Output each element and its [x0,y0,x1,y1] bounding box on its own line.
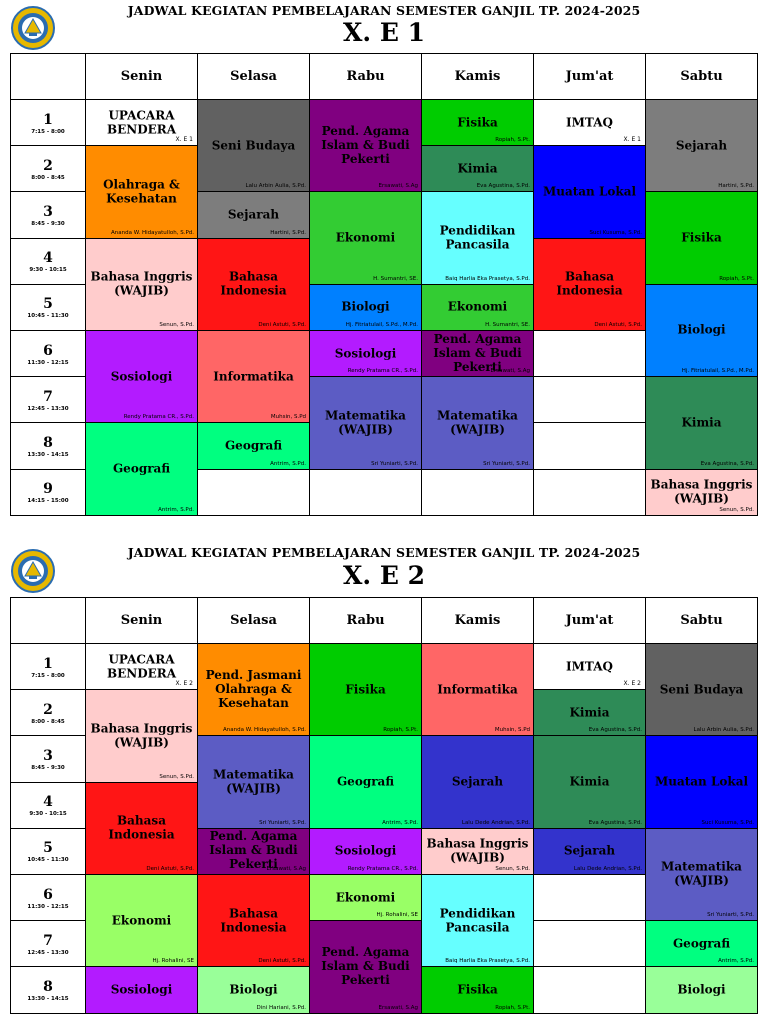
empty-cell [534,967,646,1013]
subject-cell [534,736,646,828]
subject-cell [86,967,198,1013]
subject-name: Seni Budaya [659,682,744,697]
teacher-name: Hartini, S.Pd. [718,183,754,190]
subject-name: Pendidikan Pancasila [439,223,516,252]
subject-name: Pendidikan Pancasila [439,906,516,935]
timetable [10,53,758,516]
teacher-name: Baiq Harlia Eka Prasetya, S.Pd. [445,275,530,282]
subject-name: Sosiologi [110,369,173,384]
subject-cell [646,192,758,284]
corner-cell [11,598,86,644]
period-cell [11,921,86,967]
teacher-name: Senun, S.Pd. [159,321,194,328]
teacher-name: Antrim, S.Pd. [158,506,194,513]
subject-name: Muatan Lokal [654,774,749,789]
day-header: Kamis [422,598,534,644]
subject-name: Biologi [229,982,278,997]
teacher-name: Ersawati, S.Ag [266,865,306,872]
teacher-name: Hartini, S.Pd. [270,229,306,236]
period-cell [11,146,86,192]
subject-cell [422,644,534,736]
class-name: X. E 1 [343,18,425,47]
empty-cell [198,469,310,515]
subject-name: Geografi [672,936,731,951]
teacher-name: Hj. Fitriatulail, S.Pd., M.Pd. [681,368,754,375]
subject-cell [534,238,646,330]
subject-name: Bahasa Indonesia [108,813,175,842]
period-number: 4 [43,794,53,811]
period-row [11,330,758,376]
day-header: Senin [86,598,198,644]
subject-name: Matematika (WAJIB) [437,408,518,437]
subject-cell [646,100,758,192]
subject-cell [198,967,310,1013]
period-time: 8:00 - 8:45 [31,718,65,725]
subject-cell [86,690,198,782]
period-time: 12:45 - 13:30 [27,949,69,956]
period-time: 9:30 - 10:15 [29,267,67,274]
period-cell [11,469,86,515]
subject-name: Fisika [457,115,498,130]
subject-cell [198,192,310,238]
teacher-name: Hj. Fitriatulail, S.Pd., M.Pd. [345,321,418,328]
subject-name: Matematika (WAJIB) [213,767,294,796]
subject-cell [86,238,198,330]
period-cell [11,644,86,690]
teacher-name: Ropiah, S.Pt. [383,727,418,734]
period-number: 3 [43,203,53,220]
teacher-name: Muhsin, S.Pd [494,727,530,734]
subject-name: Olahraga & Kesehatan [103,177,180,206]
period-time: 11:30 - 12:15 [27,903,69,910]
teacher-name: Ropiah, S.Pt. [495,137,530,144]
subject-name: Ekonomi [111,913,172,928]
subject-cell [198,644,310,736]
day-header: Senin [86,54,198,100]
subject-cell [198,828,310,874]
teacher-name: Senun, S.Pd. [495,865,530,872]
teacher-name: Sri Yuniarti, S.Pd. [371,460,418,467]
header-row [11,54,758,100]
teacher-name: Rendy Pratama CR., S.Pd. [347,368,418,375]
period-cell [11,100,86,146]
period-time: 10:45 - 11:30 [27,857,69,864]
subject-name: IMTAQ [566,115,613,130]
day-header: Sabtu [646,598,758,644]
subject-cell [310,874,422,920]
subject-name: Biologi [677,323,726,338]
class-tag: X. E 2 [623,680,641,688]
empty-cell [534,330,646,376]
subject-cell [86,330,198,422]
subject-name: Matematika (WAJIB) [325,408,406,437]
teacher-name: Ananda W. Hidayatulloh, S.Pd. [110,229,194,236]
subject-cell [198,874,310,966]
subject-cell [86,874,198,966]
subject-cell [422,192,534,284]
subject-cell [198,100,310,192]
period-cell [11,736,86,782]
subject-cell [646,736,758,828]
teacher-name: Dini Hariani, S.Pd. [256,1004,306,1011]
period-cell [11,330,86,376]
teacher-name: Deni Astuti, S.Pd. [258,321,306,328]
subject-name: Kimia [681,415,722,430]
teacher-name: Ersawati, S.Ag [490,368,530,375]
day-header: Selasa [198,54,310,100]
empty-cell [534,921,646,967]
subject-cell [86,146,198,238]
teacher-name: Lalu Arbin Aulia, S.Pd. [245,183,306,190]
subject-name: Sejarah [227,207,280,222]
empty-cell [534,377,646,423]
day-header: Rabu [310,54,422,100]
class-tag: X. E 2 [175,680,193,688]
subject-cell [422,330,534,376]
teacher-name: Hj. Rohalini, SE [376,912,418,919]
subject-name: Pend. Jasmani Olahraga & Kesehatan [205,667,302,710]
subject-name: Geografi [112,461,171,476]
subject-name: Kimia [569,774,610,789]
subject-cell [646,284,758,376]
subject-cell [646,921,758,967]
period-row [11,100,758,146]
teacher-name: Senun, S.Pd. [719,506,754,513]
subject-name: Bahasa Indonesia [220,906,287,935]
subject-cell [646,644,758,736]
subject-name: Bahasa Indonesia [220,269,287,298]
subject-cell [646,377,758,469]
subject-cell [646,469,758,515]
teacher-name: Lalu Dede Andrian, S.Pd. [573,865,642,872]
period-cell [11,782,86,828]
period-cell [11,874,86,920]
teacher-name: H. Sumantri, SE. [373,275,418,282]
subject-name: UPACARA BENDERA [106,108,177,137]
subject-cell [646,828,758,920]
subject-cell [310,330,422,376]
teacher-name: Rendy Pratama CR., S.Pd. [123,414,194,421]
teacher-name: Antrim, S.Pd. [382,819,418,826]
period-number: 4 [43,250,53,267]
period-cell [11,377,86,423]
subject-name: Sosiologi [334,844,397,859]
teacher-name: Ersawati, S.Ag [378,1004,418,1011]
teacher-name: Sri Yuniarti, S.Pd. [707,912,754,919]
day-header: Rabu [310,598,422,644]
period-number: 1 [43,111,53,128]
period-number: 6 [43,886,53,903]
class-name: X. E 2 [343,561,425,590]
subject-name: Ekonomi [335,890,396,905]
subject-cell [310,644,422,736]
timetable [10,597,758,1014]
teacher-name: Ersawati, S.Ag [378,183,418,190]
teacher-name: Suci Kusuma, S.Pd. [701,819,754,826]
subject-cell [86,644,198,690]
period-row [11,874,758,920]
period-time: 12:45 - 13:30 [27,405,69,412]
subject-cell [422,967,534,1013]
subject-name: Fisika [345,682,386,697]
teacher-name: Ananda W. Hidayatulloh, S.Pd. [222,727,306,734]
subject-name: Informatika [213,369,294,384]
period-number: 6 [43,342,53,359]
period-cell [11,690,86,736]
day-header: Sabtu [646,54,758,100]
period-number: 7 [43,932,53,949]
period-cell [11,284,86,330]
empty-cell [310,469,422,515]
subject-name: Pend. Agama Islam & Budi Pekerti [321,123,410,166]
subject-name: Ekonomi [447,300,508,315]
subject-name: Sosiologi [110,982,173,997]
subject-name: Fisika [681,230,722,245]
subject-name: Matematika (WAJIB) [661,859,742,888]
period-number: 3 [43,747,53,764]
teacher-name: Sri Yuniarti, S.Pd. [483,460,530,467]
day-header: Jum'at [534,54,646,100]
subject-cell [198,736,310,828]
subject-cell [422,736,534,828]
period-number: 5 [43,840,53,857]
teacher-name: Eva Agustina, S.Pd. [700,460,754,467]
teacher-name: Eva Agustina, S.Pd. [588,727,642,734]
teacher-name: Deni Astuti, S.Pd. [594,321,642,328]
teacher-name: Antrim, S.Pd. [718,958,754,965]
subject-name: Kimia [569,705,610,720]
period-time: 10:45 - 11:30 [27,313,69,320]
teacher-name: Suci Kusuma, S.Pd. [589,229,642,236]
period-cell [11,967,86,1013]
subject-name: Seni Budaya [211,138,296,153]
subject-name: Bahasa Indonesia [556,269,623,298]
period-number: 1 [43,655,53,672]
subject-name: IMTAQ [566,659,613,674]
teacher-name: Rendy Pratama CR., S.Pd. [347,865,418,872]
subject-cell [310,100,422,192]
subject-cell [310,284,422,330]
period-cell [11,192,86,238]
subject-cell [646,967,758,1013]
teacher-name: Muhsin, S.Pd [270,414,306,421]
teacher-name: Sri Yuniarti, S.Pd. [259,819,306,826]
teacher-name: Eva Agustina, S.Pd. [476,183,530,190]
subject-name: Kimia [457,161,498,176]
subject-cell [310,828,422,874]
period-number: 2 [43,157,53,174]
subject-cell [310,192,422,284]
period-number: 8 [43,434,53,451]
subject-cell [534,146,646,238]
subject-name: Bahasa Inggris (WAJIB) [650,477,753,506]
subject-cell [422,100,534,146]
subject-name: Pend. Agama Islam & Budi Pekerti [321,944,410,987]
subject-cell [422,377,534,469]
teacher-name: Eva Agustina, S.Pd. [588,819,642,826]
subject-cell [310,736,422,828]
subject-name: Bahasa Inggris (WAJIB) [90,269,193,298]
subject-name: Biologi [677,982,726,997]
subject-name: Pend. Agama Islam & Budi Pekerti [433,331,522,374]
period-cell [11,423,86,469]
schedule-title: JADWAL KEGIATAN PEMBELAJARAN SEMESTER GANJIL TP. 2024-2025 [127,3,641,18]
period-cell [11,828,86,874]
period-row [11,644,758,690]
period-time: 8:00 - 8:45 [31,174,65,181]
teacher-name: Baiq Harlia Eka Prasetya, S.Pd. [445,958,530,965]
empty-cell [534,423,646,469]
subject-name: Bahasa Inggris (WAJIB) [426,836,529,865]
subject-name: Sejarah [451,774,504,789]
period-time: 11:30 - 12:15 [27,359,69,366]
subject-cell [198,330,310,422]
subject-cell [310,921,422,1013]
day-header: Kamis [422,54,534,100]
day-header: Jum'at [534,598,646,644]
subject-name: Ekonomi [335,230,396,245]
teacher-name: Lalu Arbin Aulia, S.Pd. [693,727,754,734]
schedule-title: JADWAL KEGIATAN PEMBELAJARAN SEMESTER GANJIL TP. 2024-2025 [127,545,641,560]
header-row [11,598,758,644]
corner-cell [11,54,86,100]
subject-cell [534,100,646,146]
subject-name: Geografi [224,438,283,453]
teacher-name: Deni Astuti, S.Pd. [258,958,306,965]
subject-cell [198,423,310,469]
period-number: 8 [43,978,53,995]
teacher-name: Antrim, S.Pd. [270,460,306,467]
teacher-name: Senun, S.Pd. [159,773,194,780]
subject-cell [422,874,534,966]
period-number: 5 [43,296,53,313]
subject-name: Geografi [336,774,395,789]
subject-cell [422,828,534,874]
subject-cell [86,423,198,515]
period-time: 14:15 - 15:00 [27,498,69,505]
subject-name: Informatika [437,682,518,697]
subject-cell [422,146,534,192]
subject-cell [198,238,310,330]
class-tag: X. E 1 [175,136,193,144]
subject-name: Muatan Lokal [542,184,637,199]
period-number: 2 [43,701,53,718]
teacher-name: H. Sumantri, SE. [485,321,530,328]
period-time: 7:15 - 8:00 [31,128,65,135]
teacher-name: Lalu Dede Andrian, S.Pd. [461,819,530,826]
subject-cell [534,828,646,874]
period-number: 9 [43,481,53,498]
subject-name: Bahasa Inggris (WAJIB) [90,721,193,750]
empty-cell [534,874,646,920]
subject-name: Biologi [341,300,390,315]
period-number: 7 [43,388,53,405]
subject-name: UPACARA BENDERA [106,652,177,681]
subject-name: Pend. Agama Islam & Budi Pekerti [209,829,298,872]
subject-cell [534,644,646,690]
period-cell [11,238,86,284]
period-time: 8:45 - 9:30 [31,220,65,227]
period-time: 13:30 - 14:15 [27,451,69,458]
period-time: 9:30 - 10:15 [29,811,67,818]
subject-cell [86,782,198,874]
subject-name: Sejarah [675,138,728,153]
period-time: 8:45 - 9:30 [31,764,65,771]
period-time: 7:15 - 8:00 [31,672,65,679]
subject-name: Sejarah [563,844,616,859]
subject-cell [534,690,646,736]
subject-name: Fisika [457,982,498,997]
subject-name: Sosiologi [334,346,397,361]
class-tag: X. E 1 [623,136,641,144]
empty-cell [422,469,534,515]
teacher-name: Ropiah, S.Pt. [495,1004,530,1011]
empty-cell [534,469,646,515]
subject-cell [422,284,534,330]
day-header: Selasa [198,598,310,644]
subject-cell [310,377,422,469]
schedule-block [0,545,768,1024]
teacher-name: Hj. Rohalini, SE [152,958,194,965]
period-time: 13:30 - 14:15 [27,995,69,1002]
subject-cell [86,100,198,146]
teacher-name: Ropiah, S.Pt. [719,275,754,282]
teacher-name: Deni Astuti, S.Pd. [146,865,194,872]
